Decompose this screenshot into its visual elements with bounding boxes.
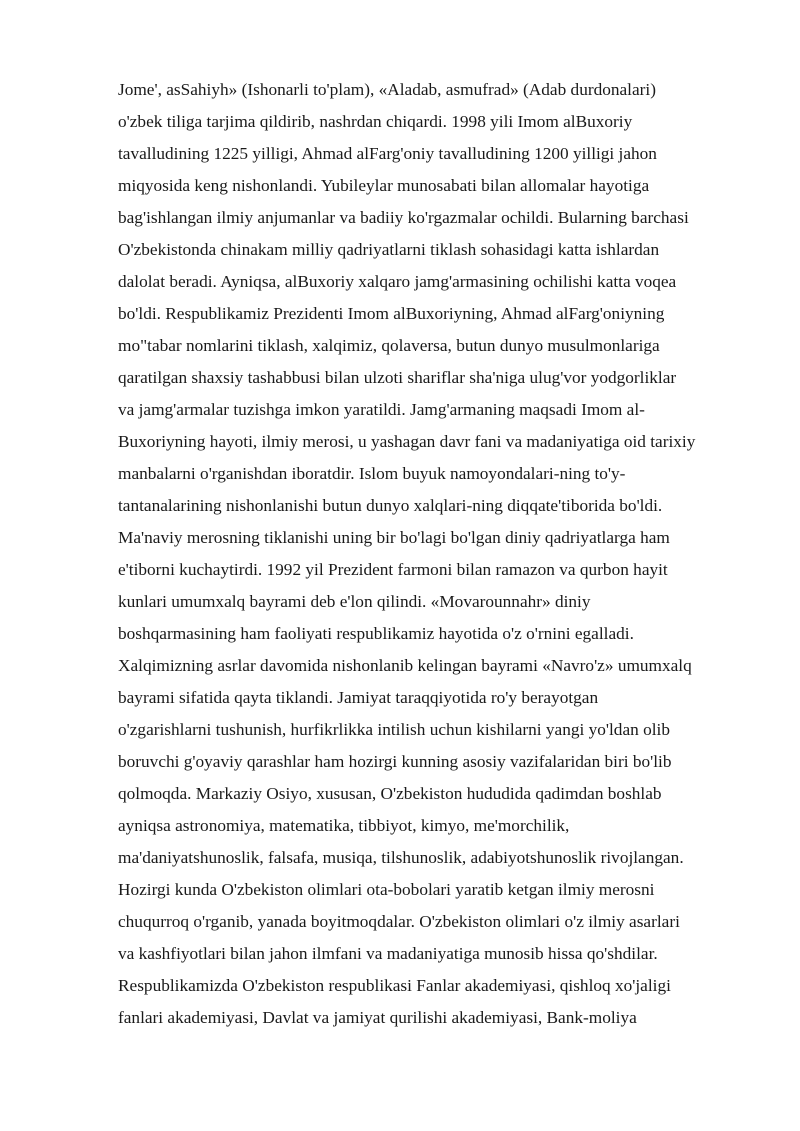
body-text <box>118 74 758 1034</box>
text-line: Ma'naviy merosning tiklanishi uning bir bo'lagi bo'lgan diniy qadriyatlarga ham <box>118 528 670 547</box>
text-line: tavalludining 1225 yilligi, Ahmad alFarg'oniy tavalludining 1200 yilligi jahon <box>118 144 657 163</box>
text-line: chuqurroq o'rganib, yanada boyitmoqdalar. O'zbekiston olimlari o'z ilmiy asarlari <box>118 912 680 931</box>
text-line: ma'daniyatshunoslik, falsafa, musiqa, tilshunoslik, adabiyotshunoslik rivojlangan. <box>118 848 684 867</box>
text-line: boruvchi g'oyaviy qarashlar ham hozirgi kunning asosiy vazifalaridan biri bo'lib <box>118 752 672 771</box>
text-line: Xalqimizning asrlar davomida nishonlanib kelingan bayrami «Navro'z» umumxalq <box>118 656 692 675</box>
text-line: O'zbekistonda chinakam milliy qadriyatlarni tiklash sohasidagi katta ishlardan <box>118 240 660 259</box>
text-line: Buxoriyning hayoti, ilmiy merosi, u yashagan davr fani va madaniyatiga oid tarixiy <box>118 432 696 451</box>
text-line: bag'ishlangan ilmiy anjumanlar va badiiy ko'rgazmalar ochildi. Bularning barchasi <box>118 208 689 227</box>
text-line: fanlari akademiyasi, Davlat va jamiyat qurilishi akademiyasi, Bank-moliya <box>118 1008 637 1027</box>
text-line: boshqarmasining ham faoliyati respublikamiz hayotida o'z o'rnini egalladi. <box>118 624 634 643</box>
text-line: dalolat beradi. Ayniqsa, alBuxoriy xalqaro jamg'armasining ochilishi katta voqea <box>118 272 677 291</box>
text-line: qaratilgan shaxsiy tashabbusi bilan ulzoti shariflar sha'niga ulug'vor yodgorliklar <box>118 368 677 387</box>
text-line: miqyosida keng nishonlandi. Yubileylar munosabati bilan allomalar hayotiga <box>118 176 650 195</box>
text-line: mo"tabar nomlarini tiklash, xalqimiz, qolaversa, butun dunyo musulmonlariga <box>118 336 660 355</box>
text-line: ayniqsa astronomiya, matematika, tibbiyot, kimyo, me'morchilik, <box>118 816 570 835</box>
text-line: bo'ldi. Respublikamiz Prezidenti Imom alBuxoriyning, Ahmad alFarg'oniyning <box>118 304 665 323</box>
text-line: o'zgarishlarni tushunish, hurfikrlikka intilish uchun kishilarni yangi yo'ldan olib <box>118 720 670 739</box>
text-line: tantanalarining nishonlanishi butun dunyo xalqlari-ning diqqate'tiborida bo'ldi. <box>118 496 663 515</box>
text-line: va kashfiyotlari bilan jahon ilmfani va madaniyatiga munosib hissa qo'shdilar. <box>118 944 658 963</box>
text-line: Hozirgi kunda O'zbekiston olimlari ota-bobolari yaratib ketgan ilmiy merosni <box>118 880 655 899</box>
text-line: o'zbek tiliga tarjima qildirib, nashrdan chiqardi. 1998 yili Imom alBuxoriy <box>118 112 633 131</box>
text-line: qolmoqda. Markaziy Osiyo, xususan, O'zbekiston hududida qadimdan boshlab <box>118 784 662 803</box>
text-line: Respublikamizda O'zbekiston respublikasi Fanlar akademiyasi, qishloq xo'jaligi <box>118 976 671 995</box>
text-line: bayrami sifatida qayta tiklandi. Jamiyat taraqqiyotida ro'y berayotgan <box>118 688 599 707</box>
text-line: kunlari umumxalq bayrami deb e'lon qilindi. «Movarounnahr» diniy <box>118 592 591 611</box>
text-line: manbalarni o'rganishdan iboratdir. Islom buyuk namoyondalari-ning to'y- <box>118 464 626 483</box>
text-line: va jamg'armalar tuzishga imkon yaratildi. Jamg'armaning maqsadi Imom al- <box>118 400 645 419</box>
text-line: e'tiborni kuchaytirdi. 1992 yil Prezident farmoni bilan ramazon va qurbon hayit <box>118 560 668 579</box>
text-line: Jome', asSahiyh» (Ishonarli to'plam), «Aladab, asmufrad» (Adab durdonalari) <box>118 80 656 99</box>
